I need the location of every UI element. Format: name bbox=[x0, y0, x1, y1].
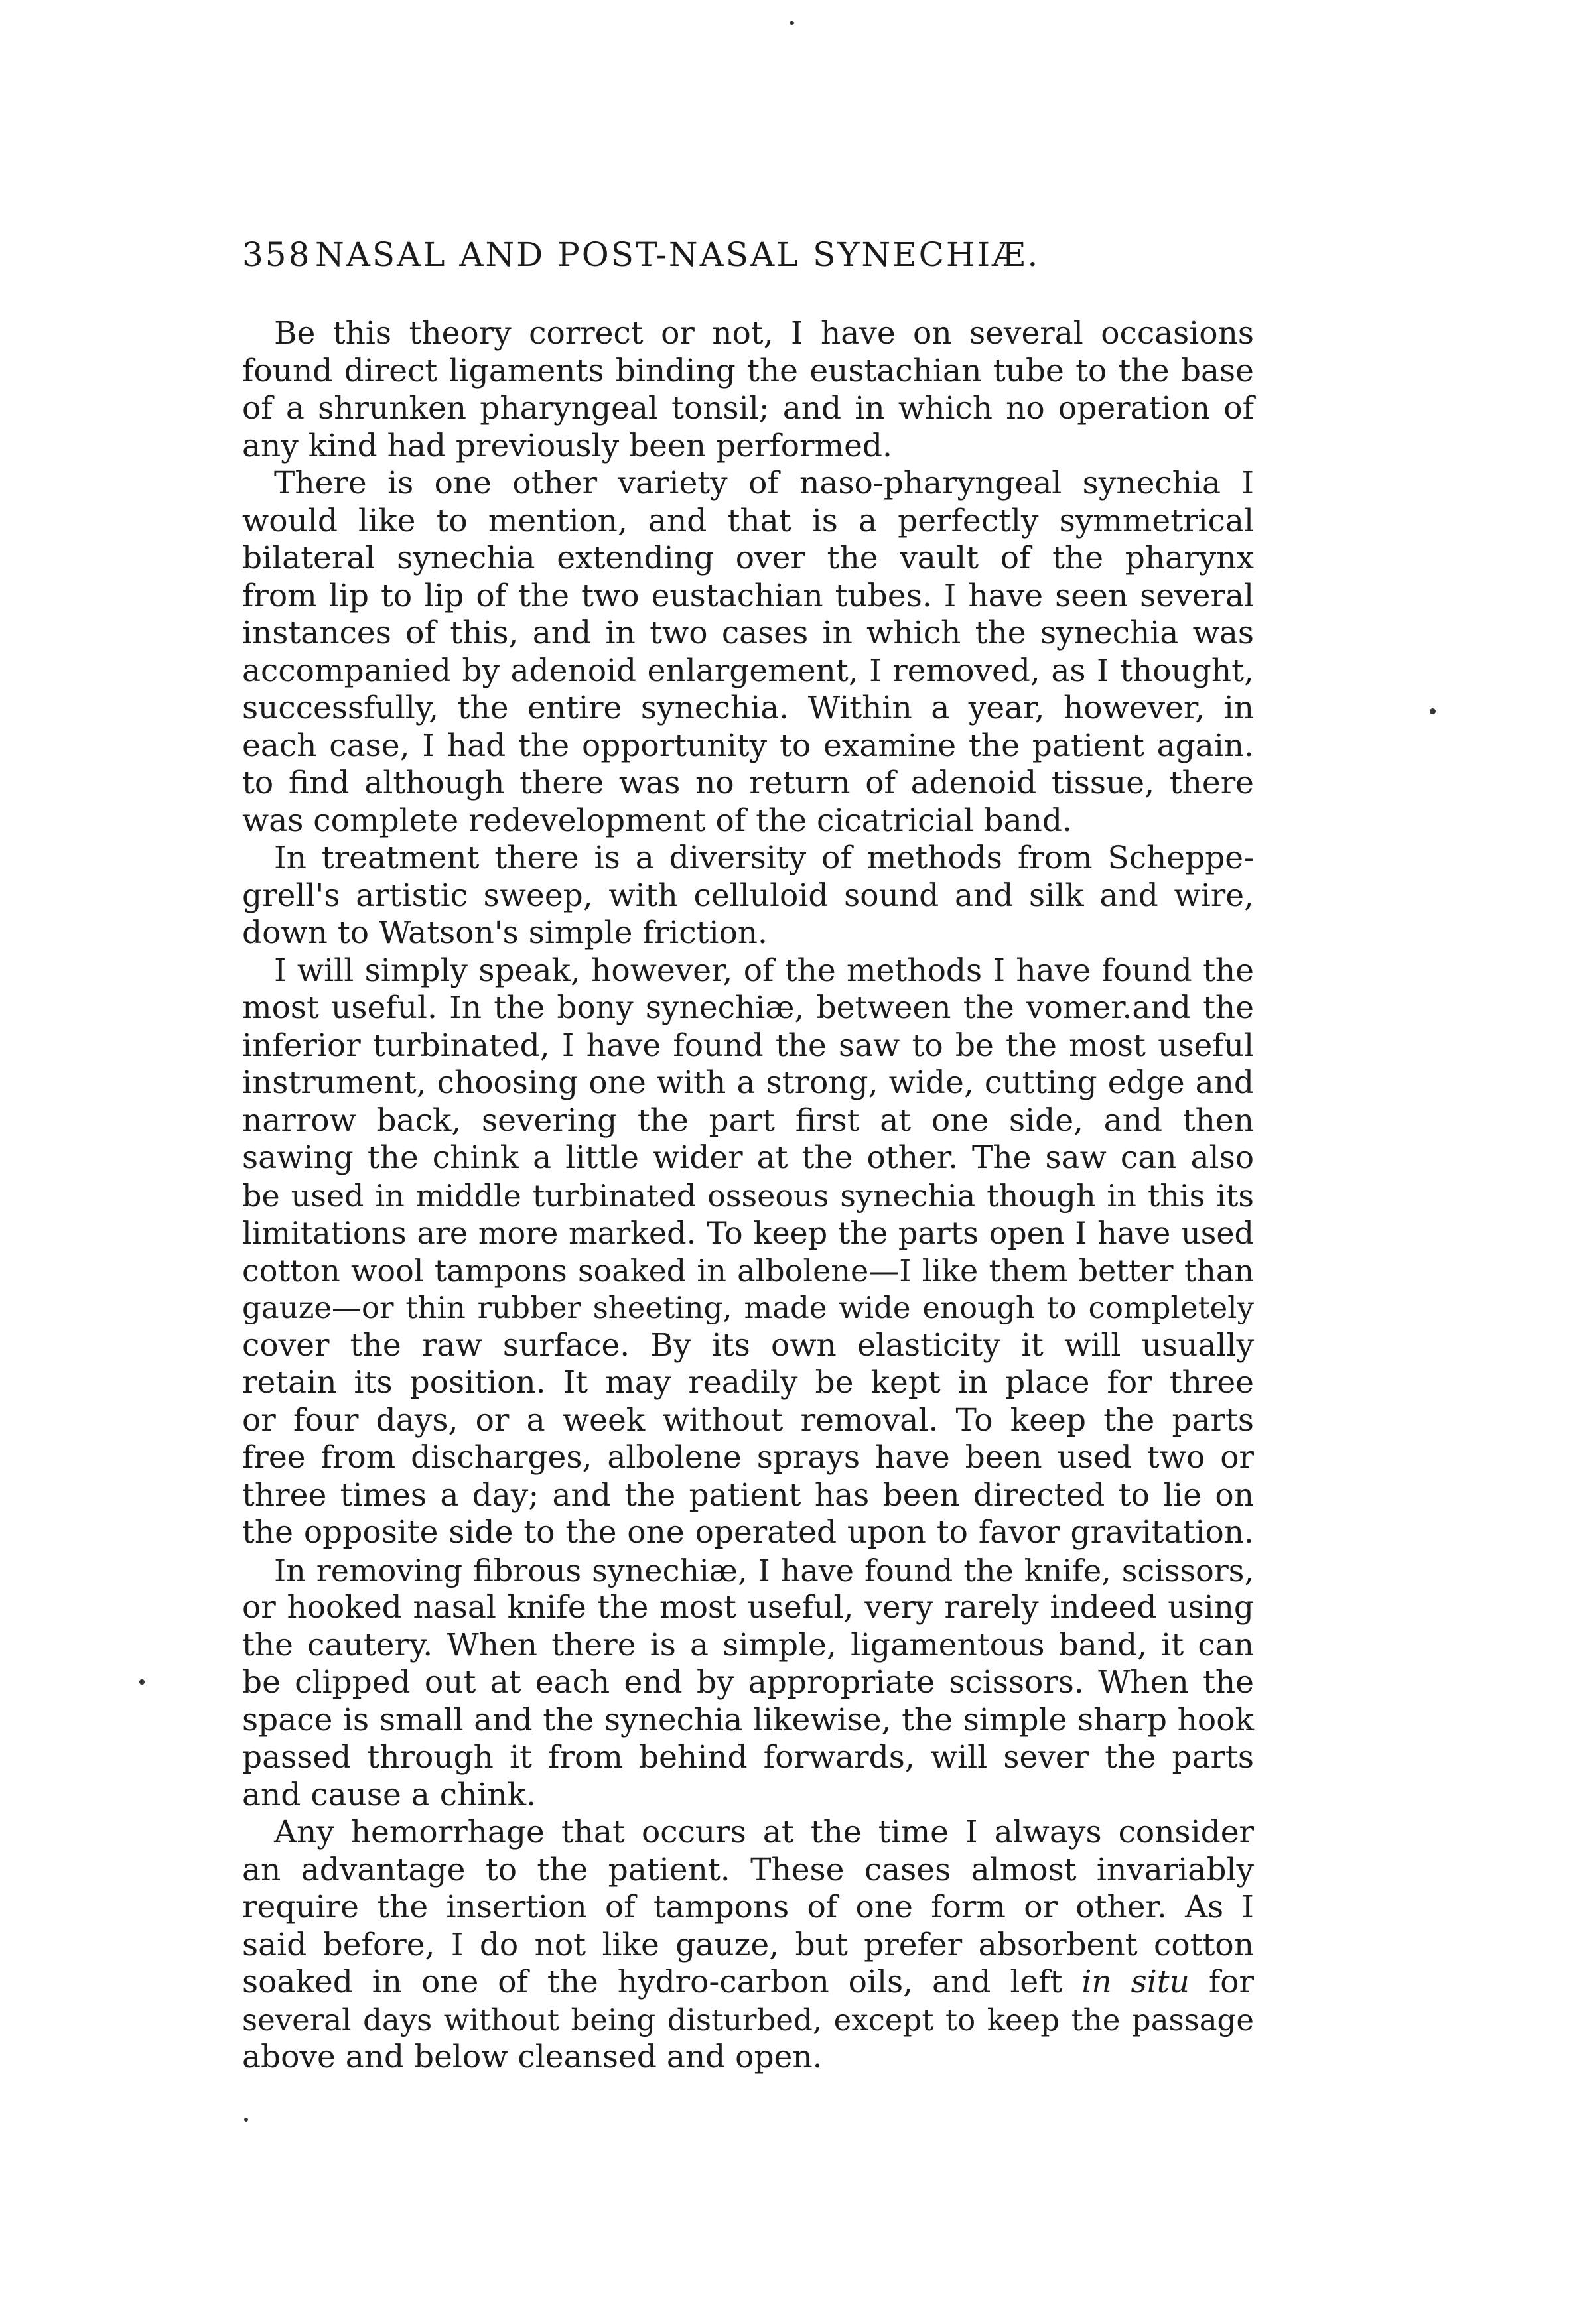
text-line bbox=[242, 1814, 1254, 1852]
text-line bbox=[242, 1589, 1254, 1627]
text-line bbox=[242, 1402, 1254, 1440]
text-line-content: to find although there was no return of adenoid tissue, there bbox=[242, 765, 1254, 801]
text-line bbox=[242, 1514, 1254, 1552]
text-line bbox=[242, 765, 1254, 803]
text-line bbox=[242, 1664, 1254, 1702]
text-line-content: space is small and the synechia likewise, the simple sharp hook bbox=[242, 1701, 1254, 1738]
text-line-content: accompanied by adenoid enlargement, I removed, as I thought, bbox=[242, 652, 1254, 689]
text-line-content: or hooked nasal knife the most useful, very rarely indeed using bbox=[242, 1589, 1254, 1626]
text-line-content: require the insertion of tampons of one form or other. As I bbox=[242, 1889, 1254, 1925]
text-line bbox=[242, 952, 1254, 990]
text-line bbox=[242, 1552, 1254, 1590]
text-line-content: retain its position. It may readily be kept in place for three bbox=[242, 1364, 1254, 1401]
text-line-content: cotton wool tampons soaked in albolene—I like them better than bbox=[242, 1252, 1254, 1289]
text-line bbox=[242, 1327, 1254, 1365]
text-line-content: found direct ligaments binding the eustachian tube to the base bbox=[242, 352, 1254, 389]
text-line bbox=[242, 728, 1254, 765]
italic-phrase: in situ bbox=[1081, 1964, 1190, 2000]
text-line-content: each case, I had the opportunity to examine the patient again. bbox=[242, 727, 1254, 764]
text-line-content: In treatment there is a diversity of methods from Scheppe- bbox=[274, 840, 1254, 876]
text-line-content: soaked in one of the hydro-carbon oils, and left bbox=[242, 1964, 1082, 2000]
text-line bbox=[242, 315, 1254, 353]
text-line bbox=[242, 1702, 1254, 1740]
text-line-content: an advantage to the patient. These cases almost invariably bbox=[242, 1851, 1254, 1888]
text-line-content: gauze—or thin rubber sheeting, made wide enough to completely bbox=[242, 1290, 1254, 1325]
text-line-content: sawing the chink a little wider at the other. The saw can also bbox=[242, 1139, 1254, 1176]
text-line bbox=[242, 428, 1254, 466]
text-line bbox=[242, 915, 1254, 952]
print-speck bbox=[244, 2118, 248, 2122]
text-line-content: of a shrunken pharyngeal tonsil; and in which no operation of bbox=[242, 390, 1254, 426]
text-line-content: was complete redevelopment of the cicatricial band. bbox=[242, 802, 1072, 839]
text-line-content: instrument, choosing one with a strong, wide, cutting edge and bbox=[242, 1065, 1254, 1101]
text-line-content: said before, I do not like gauze, but prefer absorbent cotton bbox=[242, 1926, 1254, 1963]
running-head bbox=[242, 235, 1211, 274]
text-line bbox=[242, 503, 1254, 541]
text-line bbox=[242, 1889, 1254, 1927]
text-line-content: and cause a chink. bbox=[242, 1776, 537, 1813]
text-line-content: In removing fibrous synechiæ, I have found the knife, scissors, bbox=[274, 1552, 1254, 1588]
text-line bbox=[242, 2039, 1254, 2077]
text-line bbox=[242, 1627, 1254, 1665]
text-line-content: narrow back, severing the part first at one side, and then bbox=[242, 1102, 1254, 1139]
text-line bbox=[242, 1852, 1254, 1890]
text-line bbox=[242, 803, 1254, 840]
text-line-content: three times a day; and the patient has been directed to lie on bbox=[242, 1476, 1254, 1514]
text-line-content: bilateral synechia extending over the vault of the pharynx bbox=[242, 540, 1254, 576]
text-line bbox=[242, 1477, 1254, 1515]
text-line bbox=[242, 1214, 1254, 1252]
text-line-content: be used in middle turbinated osseous synechia though in this its bbox=[242, 1177, 1254, 1214]
text-line bbox=[242, 990, 1254, 1027]
text-line bbox=[242, 578, 1254, 615]
text-line-content: Any hemorrhage that occurs at the time I always consider bbox=[274, 1814, 1254, 1850]
text-line bbox=[242, 615, 1254, 653]
text-line-content: or four days, or a week without removal. To keep the parts bbox=[242, 1401, 1254, 1439]
text-line-content: successfully, the entire synechia. Within a year, however, in bbox=[242, 690, 1254, 726]
text-line-content: inferior turbinated, I have found the saw to be the most useful bbox=[242, 1027, 1254, 1064]
text-line bbox=[242, 1927, 1254, 1965]
text-line-content: any kind had previously been performed. bbox=[242, 427, 892, 464]
text-line bbox=[242, 1739, 1254, 1777]
text-line bbox=[242, 465, 1254, 503]
text-line bbox=[242, 877, 1254, 915]
text-line bbox=[242, 1102, 1254, 1140]
text-line-content: from lip to lip of the two eustachian tubes. I have seen several bbox=[242, 577, 1254, 614]
text-line-content: cover the raw surface. By its own elasticity it will usually bbox=[242, 1326, 1254, 1364]
text-line-content: grell's artistic sweep, with celluloid sound and silk and wire, bbox=[242, 877, 1254, 914]
text-line bbox=[242, 1065, 1254, 1102]
print-speck bbox=[790, 21, 794, 25]
text-line-content: There is one other variety of naso-pharyngeal synechia I bbox=[274, 465, 1254, 501]
text-line-content: instances of this, and in two cases in which the synechia was bbox=[242, 615, 1254, 651]
body-text bbox=[242, 315, 1254, 2077]
print-speck bbox=[1430, 708, 1436, 714]
running-title: NASAL AND POST-NASAL SYNECHIÆ. bbox=[315, 235, 1040, 274]
text-line bbox=[242, 1777, 1254, 1815]
text-line-content: the cautery. When there is a simple, ligamentous band, it can bbox=[242, 1626, 1254, 1663]
text-line bbox=[242, 653, 1254, 690]
text-line bbox=[242, 1177, 1254, 1215]
text-line-content: be clipped out at each end by appropriate scissors. When the bbox=[242, 1664, 1254, 1701]
print-speck bbox=[139, 1679, 145, 1685]
text-line bbox=[242, 353, 1254, 391]
text-line bbox=[242, 1364, 1254, 1402]
text-line-content: several days without being disturbed, except to keep the passage bbox=[242, 2002, 1254, 2037]
text-line-content: most useful. In the bony synechiæ, between the vomer.and the bbox=[242, 990, 1254, 1026]
text-line bbox=[242, 1439, 1254, 1477]
text-line-content: free from discharges, albolene sprays have been used two or bbox=[242, 1439, 1254, 1476]
text-line bbox=[242, 1027, 1254, 1065]
text-line bbox=[242, 1964, 1254, 2002]
text-line-content: I will simply speak, however, of the methods I have found the bbox=[274, 952, 1254, 989]
text-line-content: limitations are more marked. To keep the parts open I have used bbox=[242, 1215, 1254, 1251]
text-line bbox=[242, 1139, 1254, 1177]
text-line bbox=[242, 1289, 1254, 1327]
text-line-content: the opposite side to the one operated upon to favor gravitation. bbox=[242, 1514, 1254, 1551]
text-line-content: Be this theory correct or not, I have on several occasions bbox=[274, 315, 1254, 352]
text-line bbox=[242, 1252, 1254, 1290]
text-line bbox=[242, 390, 1254, 428]
text-line bbox=[242, 690, 1254, 728]
text-line-content: passed through it from behind forwards, will sever the parts bbox=[242, 1739, 1254, 1775]
text-line bbox=[242, 2002, 1254, 2039]
text-line-content: down to Watson's simple friction. bbox=[242, 915, 768, 951]
text-line bbox=[242, 840, 1254, 877]
page-number: 358 bbox=[242, 235, 312, 274]
text-line-tail: for bbox=[1189, 1964, 1254, 2000]
text-line bbox=[242, 540, 1254, 578]
text-line-content: above and below cleansed and open. bbox=[242, 2039, 823, 2075]
text-line-content: would like to mention, and that is a perfectly symmetrical bbox=[242, 502, 1254, 539]
